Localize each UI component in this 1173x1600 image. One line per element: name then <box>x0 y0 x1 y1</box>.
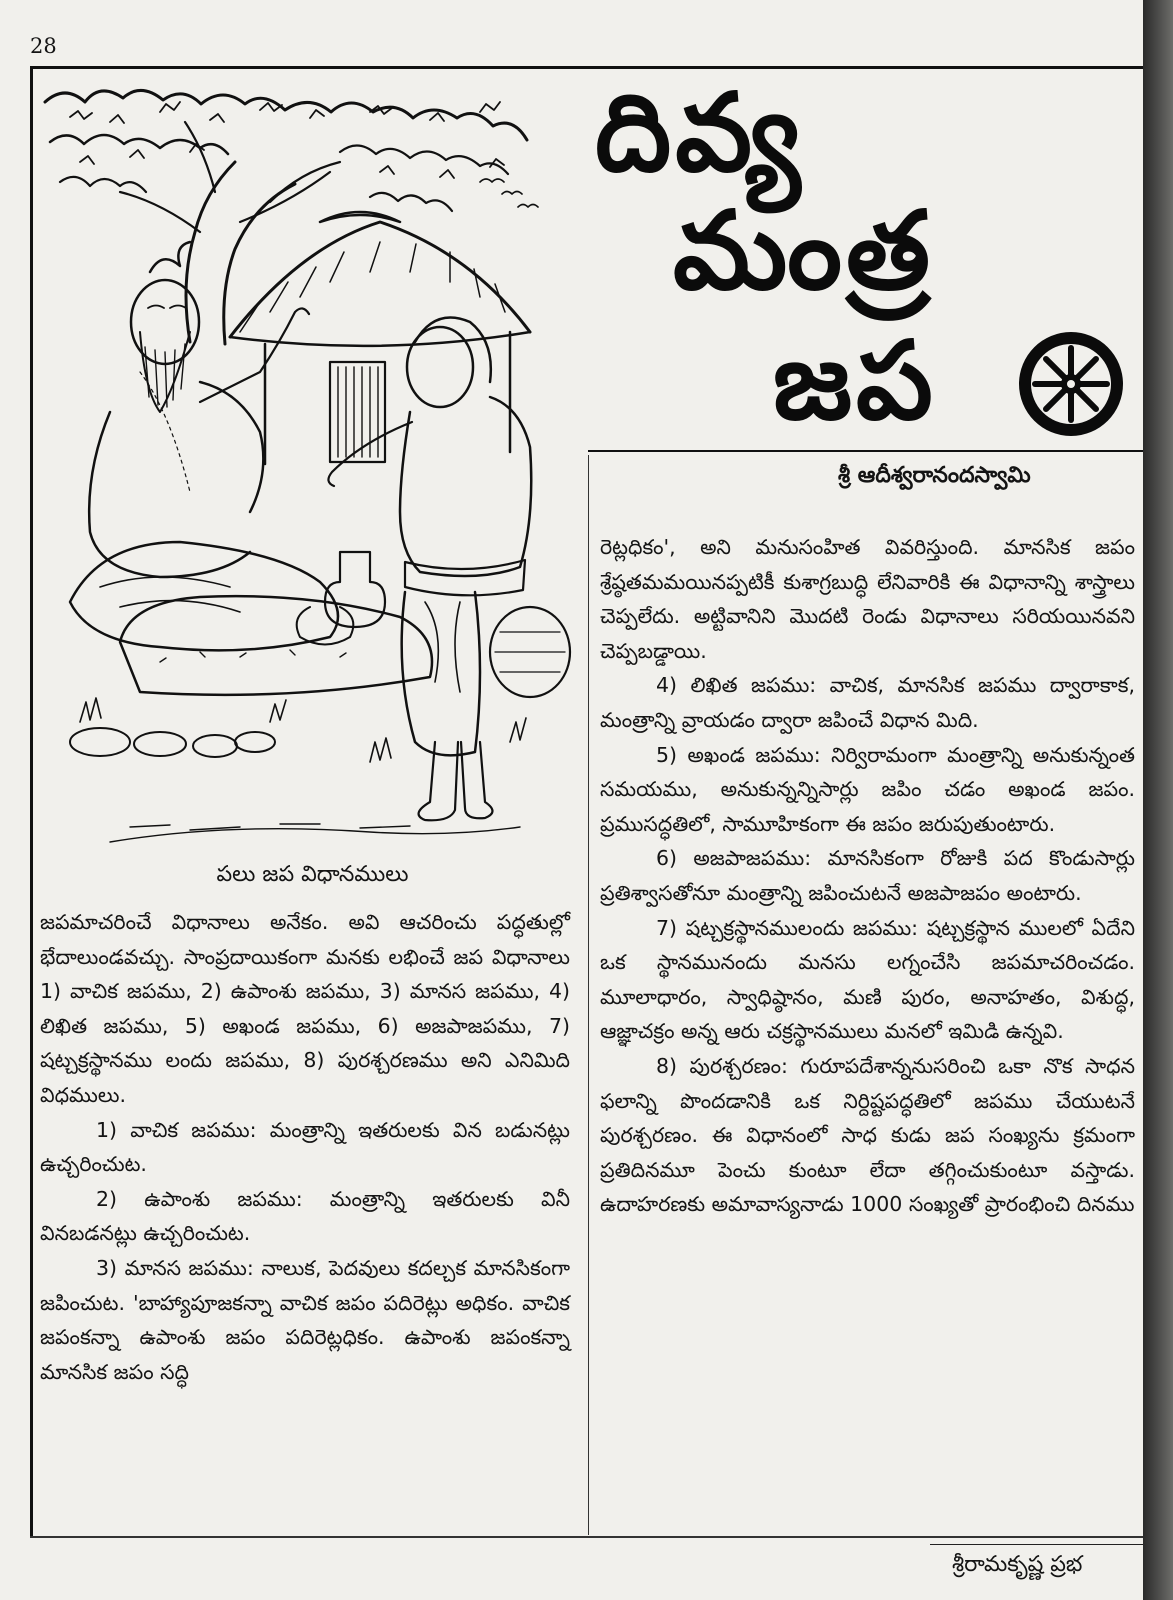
paragraph: 5) అఖండ జపము: నిర్విరామంగా మంత్రాన్ని అనుకున్నంత సమయము, అనుకున్నన్నిసార్లు జపిం చడం అఖండ జపం. ప్రముసద్ధతిలో, సామూహికంగా ఈ జపం జరుపుతుంటారు. <box>600 742 1135 836</box>
page-number: 28 <box>30 34 57 58</box>
footer-rule <box>930 1544 1143 1545</box>
left-text-column <box>40 905 570 1389</box>
sage-disciple-illustration <box>40 82 585 862</box>
left-border-rule <box>30 66 33 1536</box>
paragraph: రెట్లధికం', అని మనుసంహిత వివరిస్తుంది. మానసిక జపం శ్రేష్ఠతమమయినప్పటికీ కుశాగ్రబుద్ధి లేనివారికి ఈ విధానాన్ని శాస్త్రాలు చెప్పలేదు. అట్టివానిని మొదటి రెండు విధానాలు సరియయినవని చెప్పబడ్డాయి. <box>600 535 1135 663</box>
title-line-1: దివ్య <box>595 71 805 196</box>
paragraph: 7) షట్చక్రస్థానములందు జపము: షట్చక్రస్థాన ములలో ఏదేని ఒక స్థానమునందు మనసు లగ్నంచేసి జపమాచరించడం. మూలాధారం, స్వాధిష్ఠానం, మణి పురం, అనాహతం, విశుద్ధ, ఆజ్ఞాచక్రం అన్న ఆరు చక్రస్థానములు మనలో ఇమిడి ఉన్నవి. <box>600 915 1135 1044</box>
column-divider <box>588 455 589 1535</box>
magazine-name-footer: శ్రీరామకృష్ణ ప్రభ <box>952 1552 1083 1577</box>
paragraph: 4) లిఖిత జపము: వాచిక, మానసిక జపము ద్వారాకాక, మంత్రాన్ని వ్రాయడం ద్వారా జపించే విధాన మిది. <box>600 673 1135 732</box>
top-border-rule <box>30 66 1143 69</box>
dharma-wheel-icon <box>1015 328 1127 440</box>
paragraph: 1) వాచిక జపము: మంత్రాన్ని ఇతరులకు విన బడునట్లు ఉచ్చరించుట. <box>40 1117 570 1177</box>
paragraph: జపమాచరించే విధానాలు అనేకం. అవి ఆచరించు పద్ధతుల్లో భేదాలుండవచ్చు. సాంప్రదాయికంగా మనకు లభించే జప విధానాలు 1) వాచిక జపము, 2) ఉపాంశు జపము, 3) మానస జపము, 4) లిఖిత జపము, 5) అఖండ జపము, 6) అజపాజపము, 7) షట్చక్రస్థానము లందు జపము, 8) పురశ్చరణము అని ఎనిమిది విధములు. <box>40 910 570 1107</box>
illustration-caption: పలు జప విధానములు <box>216 862 409 887</box>
author-byline: శ్రీ ఆదీశ్వరానందస్వామి <box>838 463 1031 488</box>
title-rule <box>588 450 1143 452</box>
paragraph: 6) అజపాజపము: మానసికంగా రోజుకి పద కొండుసార్లు ప్రతిశ్వాసతోనూ మంత్రాన్ని జపించుటనే అజపాజపం అంటారు. <box>600 846 1135 905</box>
paragraph: 3) మానస జపము: నాలుక, పెదవులు కదల్చక మానసికంగా జపించుట. 'బాహ్యాపూజకన్నా వాచిక జపం పదిరెట్లు అధికం. వాచిక జపంకన్నా ఉపాంశు జపం పదిరెట్లధికం. ఉపాంశు జపంకన్నా మానసిక జపం సద్ధి <box>40 1255 570 1384</box>
title-block <box>595 71 1135 450</box>
scan-edge-shadow <box>1143 0 1173 1600</box>
title-line-3: జప <box>773 319 937 444</box>
right-text-column <box>600 530 1135 1222</box>
paragraph: 8) పురశ్చరణం: గురూపదేశాన్ననుసరించి ఒకా నొక సాధన ఫలాన్ని పొందడానికి ఒక నిర్దిష్టపద్ధతిలో జపము చేయుటనే పురశ్చరణం. ఈ విధానంలో సాధ కుడు జప సంఖ్యను క్రమంగా ప్రతిదినమూ పెంచు కుంటూ లేదా తగ్గించుకుంటూ వస్తాడు. ఉదాహరణకు అమావాస్యనాడు 1000 సంఖ్యతో ప్రారంభించి దినము <box>600 1053 1135 1217</box>
bottom-border-rule <box>30 1536 1143 1538</box>
title-line-2: మంత్ర <box>673 189 935 314</box>
paragraph: 2) ఉపాంశు జపము: మంత్రాన్ని ఇతరులకు వినీ వినబడనట్లు ఉచ్చరించుట. <box>40 1186 570 1246</box>
